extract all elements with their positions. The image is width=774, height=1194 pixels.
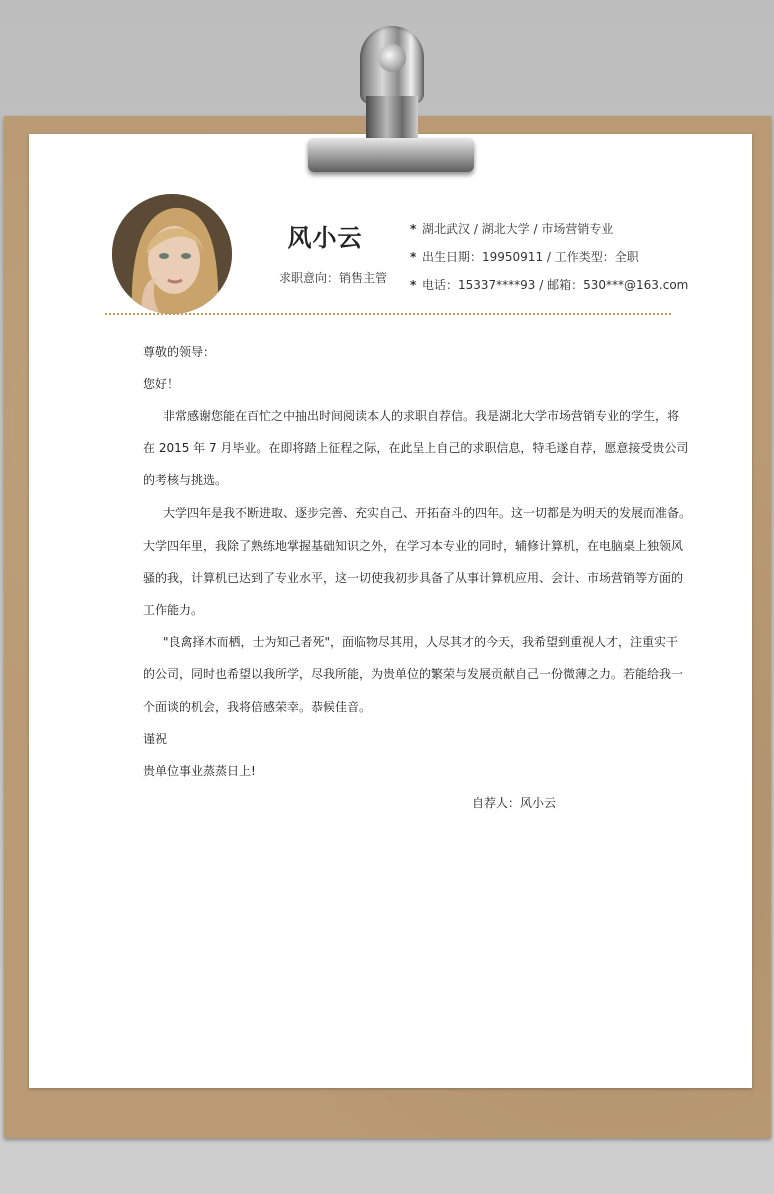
letter-line: 骚的我，计算机已达到了专业水平，这一切使我初步具备了从事计算机应用、会计、市场营销等方面的 [143,571,684,585]
avatar-photo [112,194,232,314]
header-divider [105,313,671,315]
portrait-illustration [112,194,232,314]
info-line-location [410,220,613,237]
letter-line: 非常感谢您能在百忙之中抽出时间阅读本人的求职自荐信。我是湖北大学市场营销专业的学生，将 [163,409,680,423]
letter-salutation: 尊敬的领导： [143,345,216,359]
letter-line: 大学四年是我不断进取、逐步完善、充实自己、开拓奋斗的四年。这一切都是为明天的发展而准备。 [163,506,692,520]
info-line-birth [410,248,639,265]
letter-signature: 自荐人：风小云 [472,796,557,810]
binder-clip [300,26,480,176]
info-text: 湖北武汉 / 湖北大学 / 市场营销专业 [422,222,614,236]
info-line-contact [410,276,688,293]
info-text: 出生日期：19950911 / 工作类型：全职 [422,250,639,264]
bullet-icon: * [410,222,417,236]
letter-line: 在 2015 年 7 月毕业。在即将踏上征程之际，在此呈上自己的求职信息，特毛遂自荐，愿意接受贵公司 [143,441,689,455]
bullet-icon: * [410,250,417,264]
letter-line: 的公司，同时也希望以我所学，尽我所能，为贵单位的繁荣与发展贡献自己一份微薄之力。若能给我一 [143,667,684,681]
letter-line: 个面谈的机会，我将倍感荣幸。恭候佳音。 [143,700,372,714]
clip-hole [378,44,406,72]
letter-line: 大学四年里，我除了熟练地掌握基础知识之外，在学习本专业的同时，辅修计算机，在电脑桌上独领风 [143,539,684,553]
clip-base [308,138,474,172]
letter-wish: 贵单位事业蒸蒸日上! [143,764,256,778]
letter-line: 工作能力。 [143,603,204,617]
bullet-icon: * [410,278,417,292]
info-text: 电话：15337****93 / 邮箱：530***@163.com [422,278,689,292]
letter-greeting: 您好！ [143,377,180,391]
job-intent: 求职意向：销售主管 [278,271,387,285]
letter-line: 的考核与挑选。 [143,473,228,487]
letter-line: "良禽择木而栖，士为知己者死"，面临物尽其用，人尽其才的今天，我希望到重视人才，注重实干 [163,635,679,649]
applicant-name: 风小云 [287,224,363,252]
letter-closing: 谨祝 [143,732,168,746]
